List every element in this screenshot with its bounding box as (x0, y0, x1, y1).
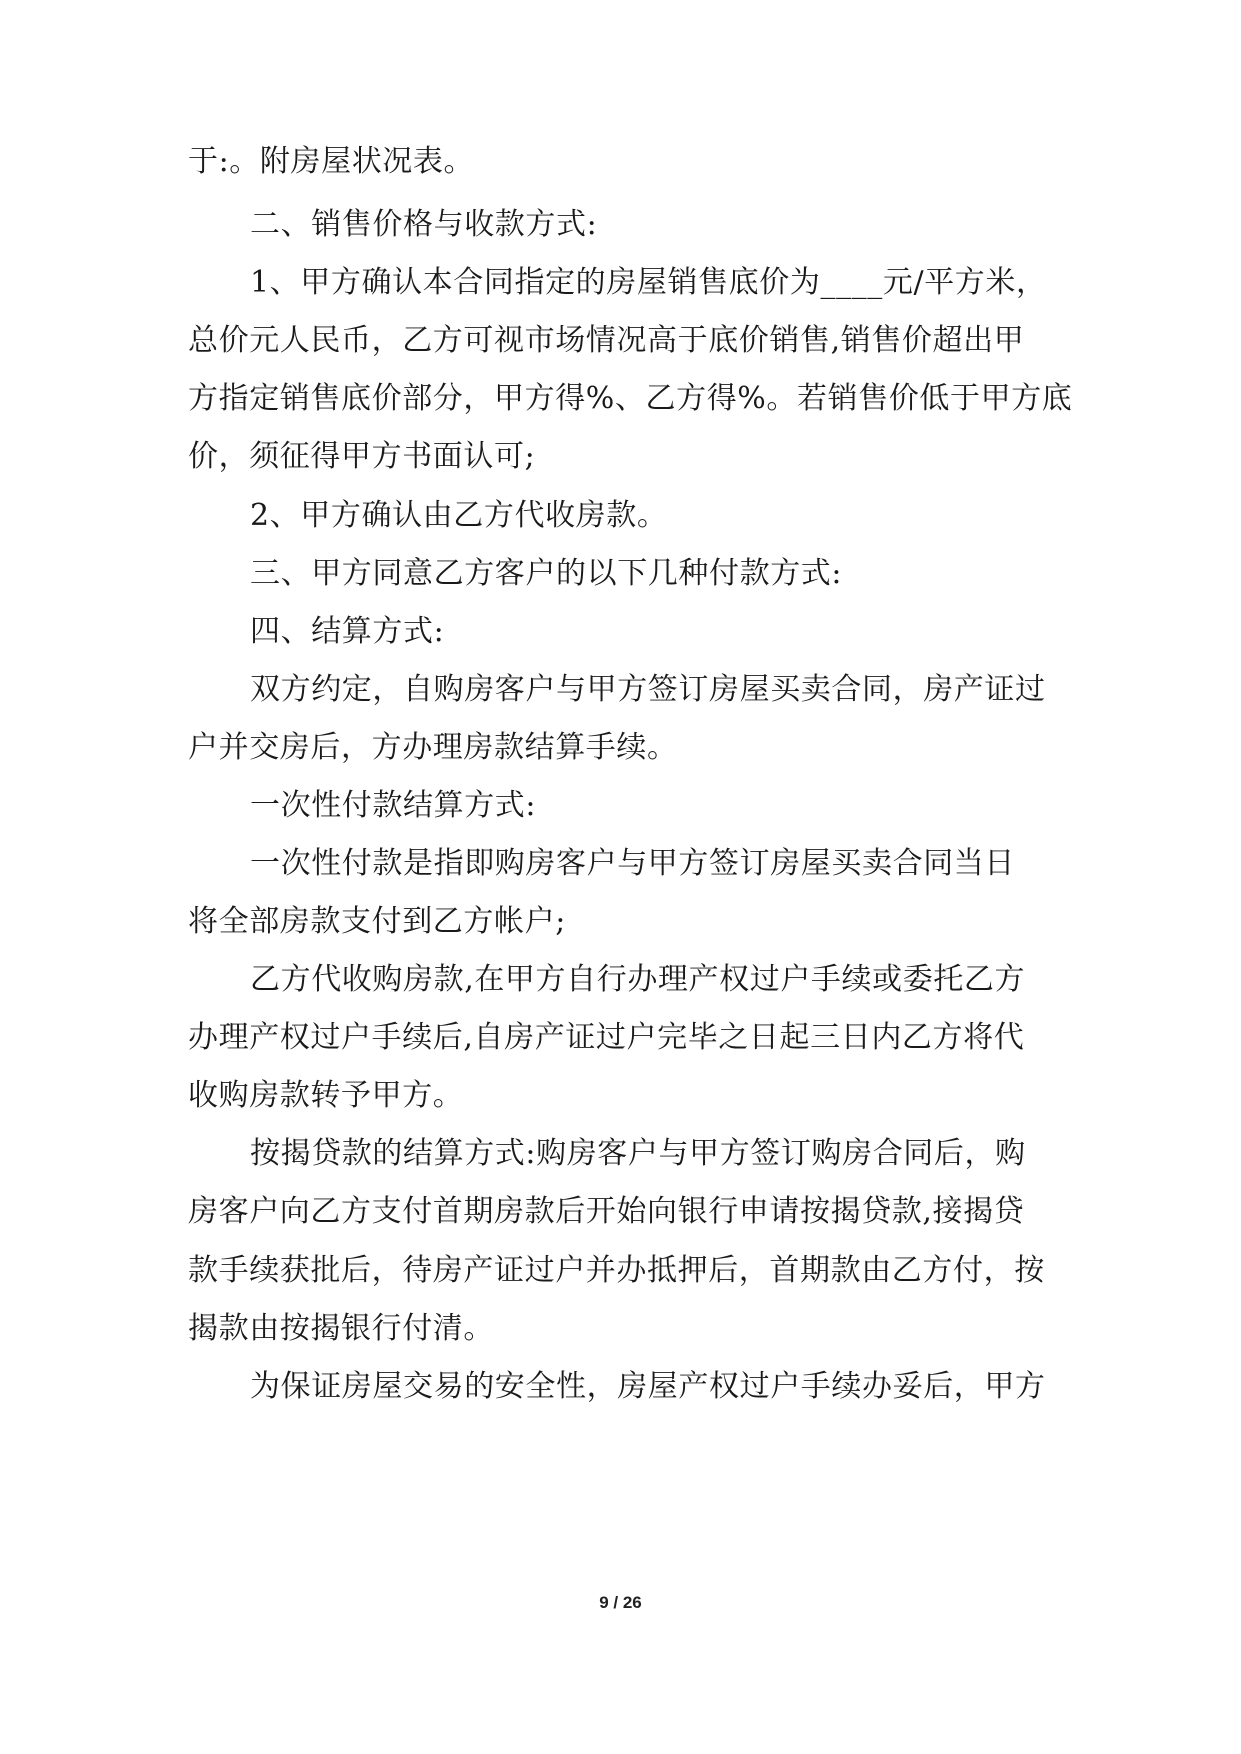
paragraph-line: 一次性付款结算方式: (250, 788, 537, 823)
section-heading: 二、销售价格与收款方式: (250, 207, 598, 242)
paragraph-line: 总价元人民币，乙方可视市场情况高于底价销售,销售价超出甲 (188, 323, 1025, 358)
page-number: 9 / 26 (599, 1593, 642, 1612)
section-heading: 三、甲方同意乙方客户的以下几种付款方式: (250, 556, 843, 591)
paragraph-line: 房客户向乙方支付首期房款后开始向银行申请按揭贷款,接揭贷 (188, 1194, 1025, 1229)
paragraph-line: 款手续获批后，待房产证过户并办抵押后，首期款由乙方付，按 (188, 1253, 1045, 1288)
paragraph-line: 于:。附房屋状况表。 (188, 144, 475, 179)
paragraph-line: 双方约定，自购房客户与甲方签订房屋买卖合同，房产证过 (250, 672, 1046, 707)
paragraph-line: 揭款由按揭银行付清。 (188, 1311, 494, 1346)
paragraph-line: 价，须征得甲方书面认可; (188, 439, 536, 474)
paragraph-line: 乙方代收购房款,在甲方自行办理产权过户手续或委托乙方 (250, 962, 1026, 997)
paragraph-line: 收购房款转予甲方。 (188, 1078, 464, 1113)
paragraph-line: 2、甲方确认由乙方代收房款。 (250, 498, 668, 533)
paragraph-line: 为保证房屋交易的安全性，房屋产权过户手续办妥后，甲方 (250, 1369, 1046, 1404)
paragraph-line: 户并交房后，方办理房款结算手续。 (188, 730, 678, 765)
paragraph-line: 1、甲方确认本合同指定的房屋销售底价为____元/平方米， (250, 265, 1047, 300)
paragraph-line: 将全部房款支付到乙方帐户; (188, 904, 566, 939)
paragraph-line: 办理产权过户手续后,自房产证过户完毕之日起三日内乙方将代 (188, 1020, 1025, 1055)
paragraph-line: 按揭贷款的结算方式:购房客户与甲方签订购房合同后，购 (250, 1136, 1026, 1171)
paragraph-line: 方指定销售底价部分，甲方得%、乙方得%。若销售价低于甲方底 (188, 381, 1073, 416)
paragraph-line: 一次性付款是指即购房客户与甲方签订房屋买卖合同当日 (250, 846, 1015, 881)
section-heading: 四、结算方式: (250, 614, 445, 649)
